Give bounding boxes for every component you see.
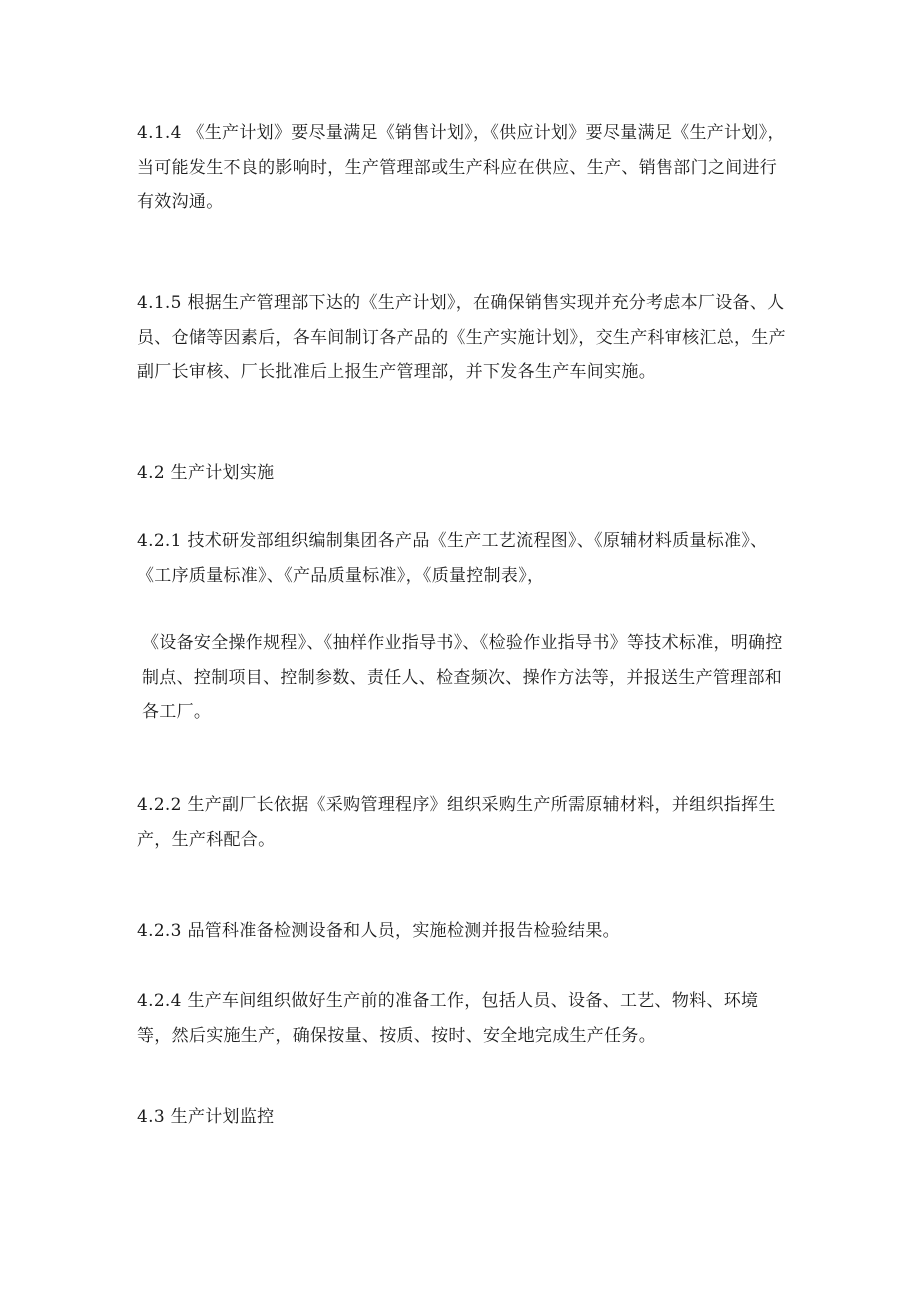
paragraph-4-1-4: 4.1.4 《生产计划》要尽量满足《销售计划》，《供应计划》要尽量满足《生产计划》，当可能发生不良的影响时，生产管理部或生产科应在供应、生产、销售部门之间进行有效沟通。 xyxy=(137,123,785,212)
paragraph-4-2-1-part2: 《设备安全操作规程》、《抽样作业指导书》、《检验作业指导书》等技术标准，明确控制点、控制项目、控制参数、责任人、检查频次、操作方法等，并报送生产管理部和各工厂。 xyxy=(142,633,783,722)
section-heading-4-3: 4.3 生产计划监控 xyxy=(137,1107,275,1127)
paragraph-4-2-4: 4.2.4 生产车间组织做好生产前的准备工作，包括人员、设备、工艺、物料、环境等，然后实施生产，确保按量、按质、按时、安全地完成生产任务。 xyxy=(137,991,759,1046)
paragraph-4-2-3: 4.2.3 品管科准备检测设备和人员，实施检测并报告检验结果。 xyxy=(137,921,620,941)
paragraph-4-2-2: 4.2.2 生产副厂长依据《采购管理程序》组织采购生产所需原辅材料，并组织指挥生产，生产科配合。 xyxy=(137,795,776,850)
paragraph-4-2-1-part1: 4.2.1 技术研发部组织编制集团各产品《生产工艺流程图》、《原辅材料质量标准》、《工序质量标准》、《产品质量标准》，《质量控制表》， xyxy=(137,531,768,586)
section-heading-4-2: 4.2 生产计划实施 xyxy=(137,463,275,483)
paragraph-4-1-5: 4.1.5 根据生产管理部下达的《生产计划》，在确保销售实现并充分考虑本厂设备、人员、仓储等因素后，各车间制订各产品的《生产实施计划》，交生产科审核汇总，生产副厂长审核、厂长批准后上报生产管理部，并下发各生产车间实施。 xyxy=(137,293,786,382)
